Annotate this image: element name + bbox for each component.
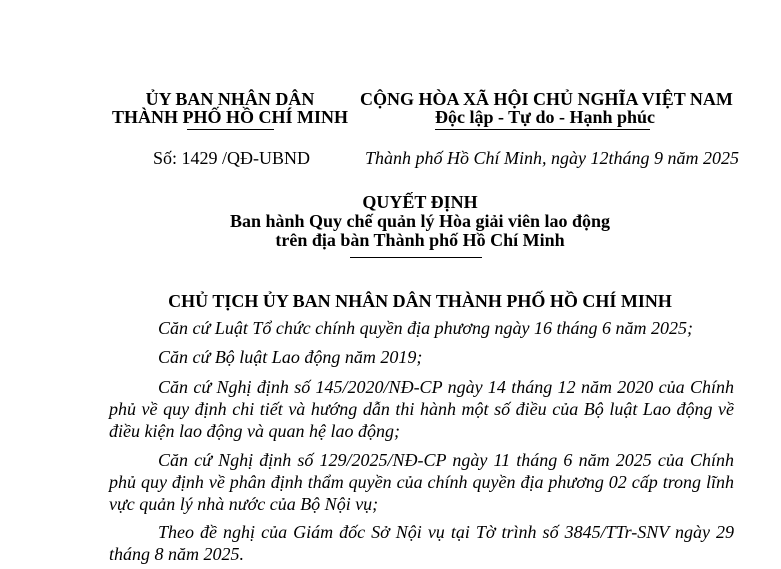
legal-basis-paragraph: Theo đề nghị của Giám đốc Sở Nội vụ tại Tờ trình số 3845/TTr-SNV ngày 29 tháng 8 năm 2025. [109, 522, 734, 564]
issuer-name-line2: THÀNH PHỐ HỒ CHÍ MINH [111, 107, 348, 127]
legal-basis-paragraph: Căn cứ Nghị định số 145/2020/NĐ-CP ngày 14 tháng 12 năm 2020 của Chính phủ về quy định chi tiết và hướng dẫn thi hành một số điều của Bộ luật Lao động về điều kiện lao động và quan hệ lao động; [109, 377, 734, 441]
decision-subject-line2: trên địa bàn Thành phố Hồ Chí Minh [275, 230, 565, 250]
decision-heading: QUYẾT ĐỊNH [362, 192, 478, 212]
document-number: Số: 1429 /QĐ-UBND [153, 148, 311, 168]
legal-basis-paragraph: Căn cứ Bộ luật Lao động năm 2019; [158, 347, 423, 367]
national-motto: Độc lập - Tự do - Hạnh phúc [434, 107, 656, 127]
issuer-name-line1: ỦY BAN NHÂN DÂN [145, 89, 315, 109]
legal-basis-paragraph: Căn cứ Luật Tổ chức chính quyền địa phương ngày 16 tháng 6 năm 2025; [158, 318, 694, 338]
issuer-underline [187, 129, 274, 130]
motto-underline [435, 129, 650, 130]
decision-subject-line1: Ban hành Quy chế quản lý Hòa giải viên lao động [229, 211, 611, 231]
national-title: CỘNG HÒA XÃ HỘI CHỦ NGHĨA VIỆT NAM [360, 89, 733, 109]
place-and-date: Thành phố Hồ Chí Minh, ngày 12tháng 9 năm 2025 [365, 148, 740, 168]
legal-basis-paragraph: Căn cứ Nghị định số 129/2025/NĐ-CP ngày 11 tháng 6 năm 2025 của Chính phủ quy định về phân định thẩm quyền của chính quyền địa phương 02 cấp trong lĩnh vực quản lý nhà nước của Bộ Nội vụ; [109, 450, 734, 514]
title-underline [350, 257, 482, 258]
authority-line: CHỦ TỊCH ỦY BAN NHÂN DÂN THÀNH PHỐ HỒ CHÍ MINH [168, 291, 672, 311]
